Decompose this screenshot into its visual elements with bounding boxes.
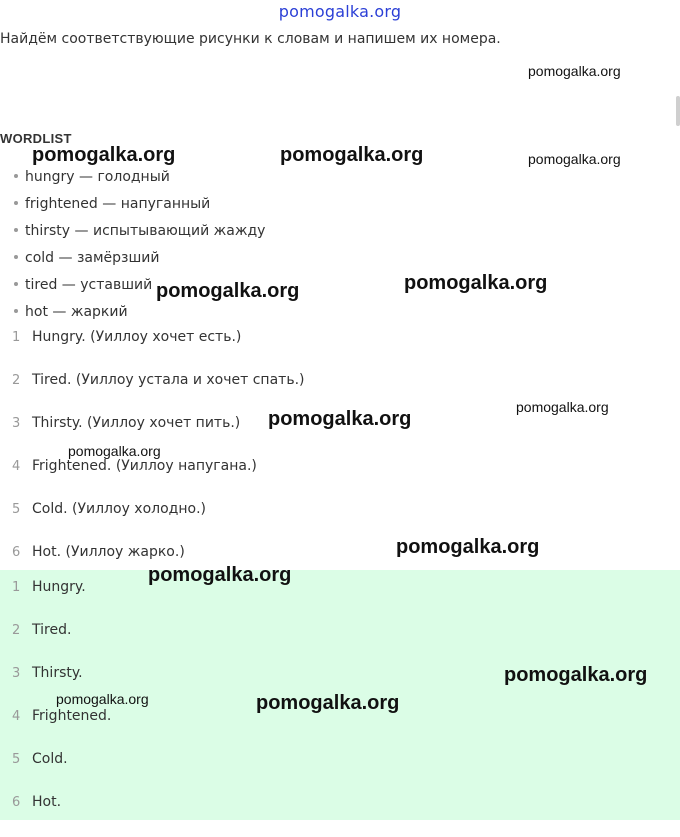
answer-text: Hungry. (Уиллоу хочет есть.) (32, 329, 242, 345)
answer-number: 3 (12, 666, 21, 681)
answer-number: 4 (12, 459, 21, 474)
bullet-icon (14, 228, 18, 232)
answer-text: Hungry. (32, 579, 86, 595)
answer-item (0, 794, 111, 837)
answer-item (0, 329, 304, 372)
answer-number: 6 (12, 795, 21, 810)
answer-text: Frightened. (32, 708, 112, 724)
watermark: pomogalka.org (68, 443, 161, 459)
answer-item (0, 708, 111, 751)
answer-number: 4 (12, 709, 21, 724)
answer-list-en (0, 579, 111, 837)
answer-item (0, 501, 304, 544)
answer-number: 2 (12, 623, 21, 638)
wordlist-item: thirsty — испытывающий жажду (0, 214, 265, 241)
answer-text: Tired. (Уиллоу устала и хочет спать.) (32, 372, 305, 388)
answer-item (0, 622, 111, 665)
bullet-icon (14, 255, 18, 259)
answer-text: Cold. (32, 751, 68, 767)
watermark: pomogalka.org (256, 692, 400, 714)
answer-number: 2 (12, 373, 21, 388)
bullet-icon (14, 174, 18, 178)
answer-number: 1 (12, 330, 21, 345)
wordlist-item: hot — жаркий (0, 295, 265, 322)
watermark: pomogalka.org (404, 272, 548, 294)
bullet-icon (14, 201, 18, 205)
answer-number: 6 (12, 545, 21, 560)
answer-text: Hot. (32, 794, 62, 810)
answer-text: Thirsty. (Уиллоу хочет пить.) (32, 415, 241, 431)
watermark: pomogalka.org (528, 151, 621, 167)
bullet-icon (14, 282, 18, 286)
site-header-link[interactable]: pomogalka.org (278, 2, 402, 21)
answer-item (0, 579, 111, 622)
watermark: pomogalka.org (504, 664, 648, 686)
instruction-text: Найдём соответствующие рисунки к словам и напишем их номера. (0, 31, 501, 47)
watermark: pomogalka.org (156, 280, 300, 302)
answer-number: 1 (12, 580, 21, 595)
answer-item (0, 751, 111, 794)
bullet-icon (14, 309, 18, 313)
answer-number: 3 (12, 416, 21, 431)
answer-number: 5 (12, 502, 21, 517)
watermark: pomogalka.org (516, 399, 609, 415)
answer-item (0, 372, 304, 415)
wordlist-item: frightened — напуганный (0, 187, 265, 214)
watermark: pomogalka.org (56, 691, 149, 707)
answer-text: Thirsty. (32, 665, 83, 681)
answer-text: Hot. (Уиллоу жарко.) (32, 544, 185, 560)
answer-text: Cold. (Уиллоу холодно.) (32, 501, 206, 517)
wordlist-item: hungry — голодный (0, 160, 265, 187)
answer-number: 5 (12, 752, 21, 767)
scrollbar-thumb[interactable] (676, 96, 680, 126)
wordlist-item: tired — уставший (0, 268, 265, 295)
watermark: pomogalka.org (528, 63, 621, 79)
watermark: pomogalka.org (148, 564, 292, 586)
wordlist-item: cold — замёрзший (0, 241, 265, 268)
answer-text: Frightened. (Уиллоу напугана.) (32, 458, 257, 474)
wordlist-title: WORDLIST (0, 131, 72, 146)
watermark: pomogalka.org (268, 408, 412, 430)
answer-item (0, 458, 304, 501)
answer-text: Tired. (32, 622, 72, 638)
watermark: pomogalka.org (32, 144, 176, 166)
watermark: pomogalka.org (280, 144, 424, 166)
watermark: pomogalka.org (396, 536, 540, 558)
